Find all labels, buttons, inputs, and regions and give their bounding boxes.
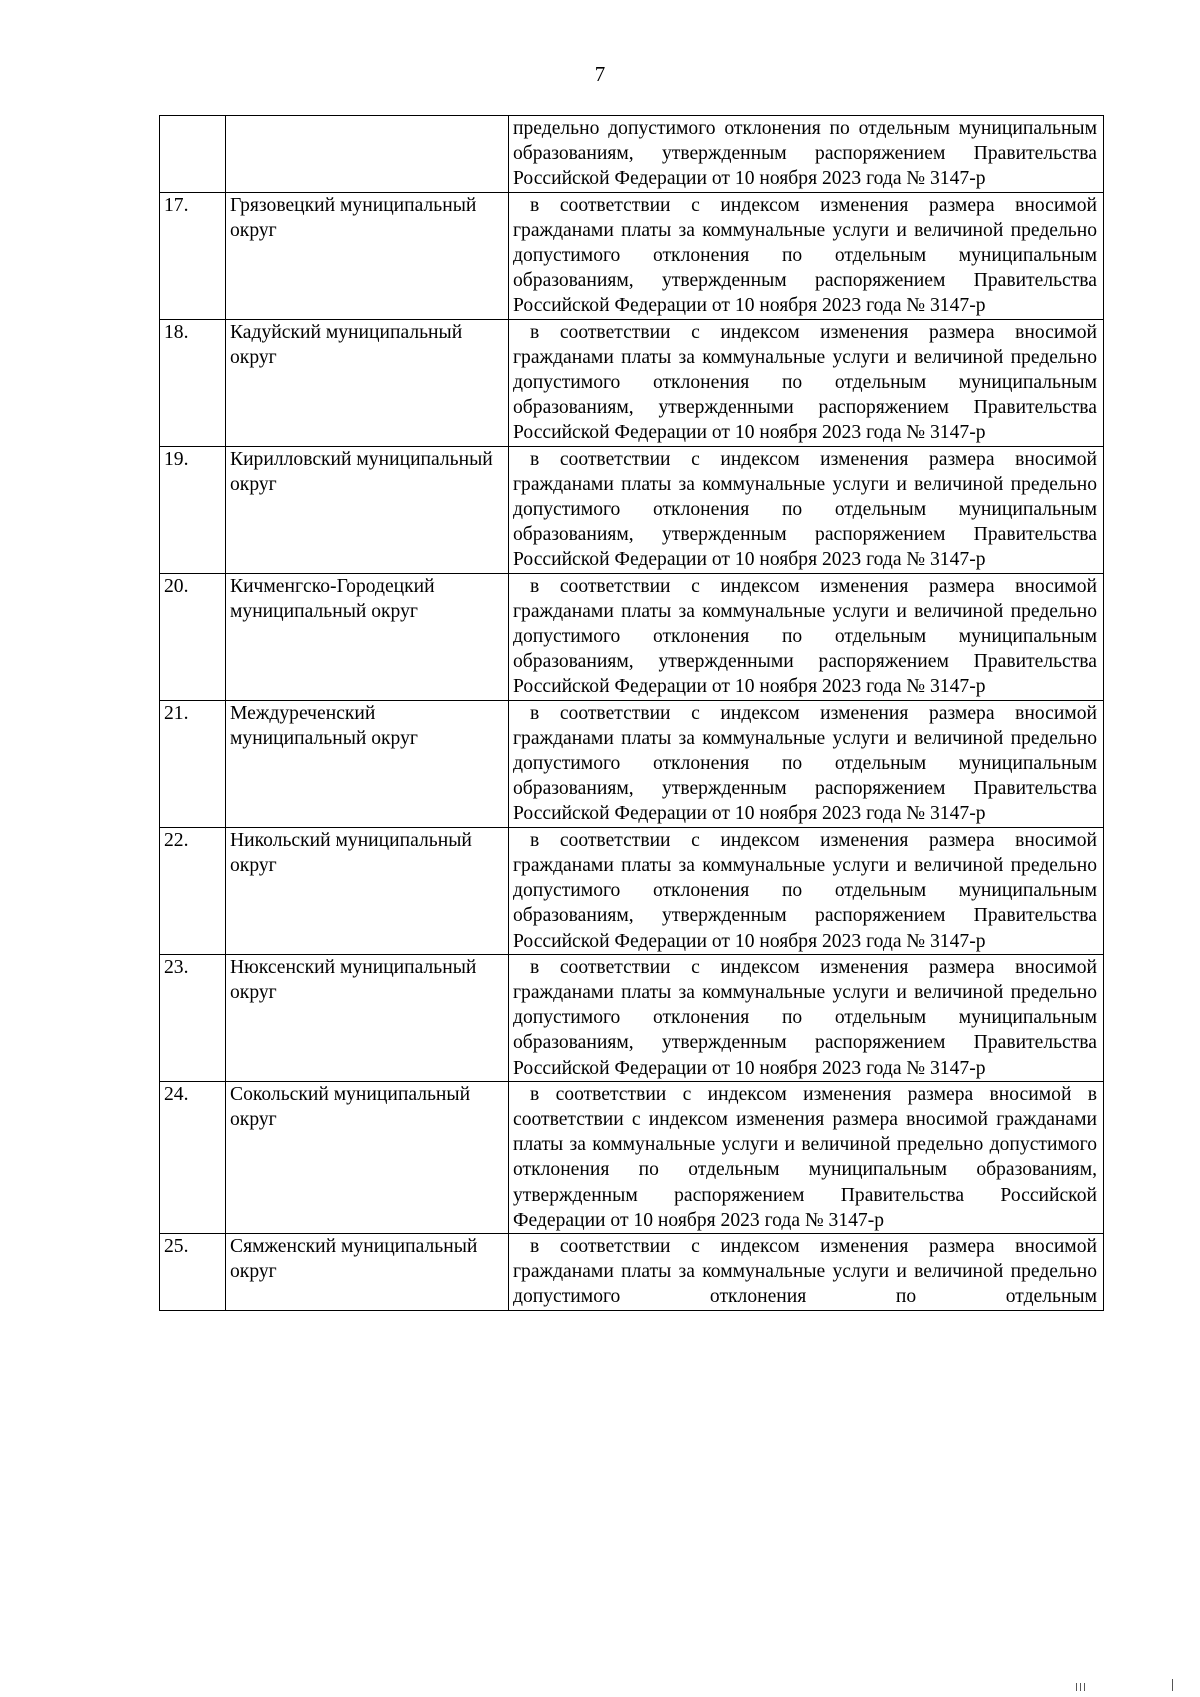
row-name-cell: Кирилловский муниципальный округ (226, 446, 509, 573)
page-number: 7 (594, 62, 606, 86)
row-text: в соответствии с индексом изменения размера вносимой гражданами платы за коммунальные услуги и величиной предельно допустимого отклонения по отдельным (513, 1235, 1097, 1308)
row-number-cell: 20. (160, 573, 226, 700)
row-text: в соответствии с индексом изменения размера вносимой гражданами платы за коммунальные услуги и величиной предельно допустимого отклонения по отдельным муниципальным образованиям, утвержденными распоряжением Правительства Российской Федерации от 10 ноября 2023 года № 3147-р (513, 575, 1097, 698)
row-name-cell: Сямженский муниципальный округ (226, 1233, 509, 1310)
row-text-cell (509, 700, 1104, 827)
row-name-cell (226, 116, 509, 193)
row-text: в соответствии с индексом изменения размера вносимой гражданами платы за коммунальные услуги и величиной предельно допустимого отклонения по отдельным муниципальным образованиям, утвержденными распоряжением Правительства Российской Федерации от 10 ноября 2023 года № 3147-р (513, 321, 1097, 444)
table-row (160, 1233, 1104, 1310)
row-name-cell: Кадуйский муниципальный округ (226, 319, 509, 446)
row-text-cell (509, 573, 1104, 700)
scan-artifact (1062, 1677, 1182, 1691)
table-row (160, 319, 1104, 446)
row-text-cell (509, 1233, 1104, 1310)
table-row-continuation (160, 116, 1104, 193)
row-text: в соответствии с индексом изменения размера вносимой гражданами платы за коммунальные услуги и величиной предельно допустимого отклонения по отдельным муниципальным образованиям, утвержденным распоряжением Правительства Российской Федерации от 10 ноября 2023 года № 3147-р (513, 448, 1097, 571)
row-number-cell (160, 116, 226, 193)
table-row (160, 573, 1104, 700)
row-number-cell: 17. (160, 192, 226, 319)
row-text-cell (509, 1081, 1104, 1233)
row-number-cell: 24. (160, 1081, 226, 1233)
row-number-cell: 18. (160, 319, 226, 446)
table-row (160, 700, 1104, 827)
row-text: в соответствии с индексом изменения размера вносимой гражданами платы за коммунальные услуги и величиной предельно допустимого отклонения по отдельным муниципальным образованиям, утвержденным распоряжением Правительства Российской Федерации от 10 ноября 2023 года № 3147-р (513, 829, 1097, 952)
row-text-cell (509, 319, 1104, 446)
row-text-cell (509, 827, 1104, 954)
row-text-cell (509, 954, 1104, 1081)
row-number-cell: 25. (160, 1233, 226, 1310)
row-name-cell: Междуреченский муниципальный округ (226, 700, 509, 827)
row-text: в соответствии с индексом изменения размера вносимой гражданами платы за коммунальные услуги и величиной предельно допустимого отклонения по отдельным муниципальным образованиям, утвержденным распоряжением Правительства Российской Федерации от 10 ноября 2023 года № 3147-р (513, 956, 1097, 1079)
row-text-cell (509, 446, 1104, 573)
table-row (160, 1081, 1104, 1233)
row-name-cell: Нюксенский муниципальный округ (226, 954, 509, 1081)
row-text: в соответствии с индексом изменения размера вносимой гражданами платы за коммунальные услуги и величиной предельно допустимого отклонения по отдельным муниципальным образованиям, утвержденным распоряжением Правительства Российской Федерации от 10 ноября 2023 года № 3147-р (513, 194, 1097, 317)
row-name-cell: Сокольский муниципальный округ (226, 1081, 509, 1233)
table-row (160, 446, 1104, 573)
table-row (160, 827, 1104, 954)
row-number-cell: 19. (160, 446, 226, 573)
row-text-cell: предельно допустимого отклонения по отдельным муниципальным образованиям, утвержденным распоряжением Правительства Российской Федерации от 10 ноября 2023 года № 3147-р (509, 116, 1104, 193)
row-name-cell: Кичменгско-Городецкий муниципальный округ (226, 573, 509, 700)
row-text: в соответствии с индексом изменения размера вносимой в соответствии с индексом изменения размера вносимой гражданами платы за коммунальные услуги и величиной предельно допустимого отклонения по отдельным муниципальным образованиям, утвержденным распоряжением Правительства Российской Федерации от 10 ноября 2023 года № 3147-р (513, 1083, 1097, 1231)
table-row (160, 954, 1104, 1081)
municipal-table (159, 115, 1104, 1311)
row-number-cell: 21. (160, 700, 226, 827)
row-text-cell (509, 192, 1104, 319)
row-text: в соответствии с индексом изменения размера вносимой гражданами платы за коммунальные услуги и величиной предельно допустимого отклонения по отдельным муниципальным образованиям, утвержденным распоряжением Правительства Российской Федерации от 10 ноября 2023 года № 3147-р (513, 702, 1097, 825)
row-number-cell: 22. (160, 827, 226, 954)
table-row (160, 192, 1104, 319)
row-name-cell: Никольский муниципальный округ (226, 827, 509, 954)
row-name-cell: Грязовецкий муниципальный округ (226, 192, 509, 319)
row-number-cell: 23. (160, 954, 226, 1081)
